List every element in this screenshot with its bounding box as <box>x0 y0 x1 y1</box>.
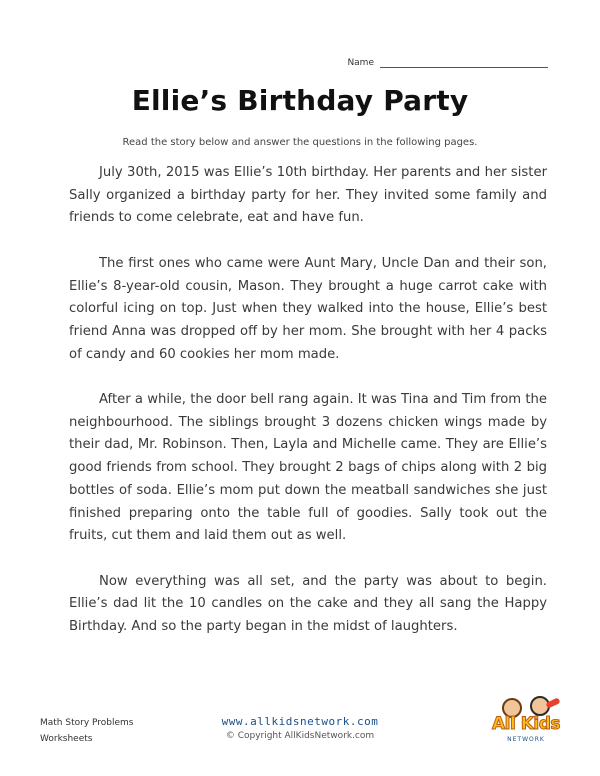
copyright-text: © Copyright AllKidsNetwork.com <box>225 731 375 741</box>
worksheet-title: Ellie’s Birthday Party <box>131 84 469 117</box>
name-label: Name <box>347 58 374 68</box>
instructions: Read the story below and answer the questions in the following pages. <box>122 137 478 148</box>
website-link[interactable]: www.allkidsnetwork.com <box>221 715 379 728</box>
story-paragraph-1: July 30th, 2015 was Ellie’s 10th birthday. Her parents and her sister Sally organized a birthday party for her. They invited some family and friends to come celebrate, eat and have fun. <box>69 165 547 226</box>
footer-category-line2: Worksheets <box>40 734 93 744</box>
story-paragraph-4: Now everything was all set, and the party was about to begin. Ellie’s dad lit the 10 candles on the cake and they all sang the Happy Birthday. And so the party began in the midst of laughters. <box>69 573 547 635</box>
footer-category-line1: Math Story Problems <box>40 718 134 728</box>
name-line[interactable] <box>380 59 548 68</box>
name-field-row <box>347 58 548 68</box>
story-paragraph-3: After a while, the door bell rang again. It was Tina and Tim from the neighbourhood. The siblings brought 3 dozens chicken wings made by their dad, Mr. Robinson. Then, Layla and Michelle came. They are Ellie’s good friends from school. They brought 2 bags of chips along with 2 big bottles of soda. Ellie’s mom put down the meatball sandwiches she just finished preparing onto the table full of goodies. Sally took out the fruits, cut them and laid them out as well. <box>69 392 547 544</box>
logo-text: All Kids <box>491 714 561 734</box>
logo-subtext: NETWORK <box>507 736 545 743</box>
allkids-logo <box>484 692 568 748</box>
story-paragraph-2: The first ones who came were Aunt Mary, Uncle Dan and their son, Ellie’s 8-year-old cousin, Mason. They brought a huge carrot cake with colorful icing on top. Just when they walked into the house, Ellie’s best friend Anna was dropped off by her mom. She brought with her 4 packs of candy and 60 cookies her mom made. <box>69 255 547 362</box>
story-text <box>69 162 547 661</box>
